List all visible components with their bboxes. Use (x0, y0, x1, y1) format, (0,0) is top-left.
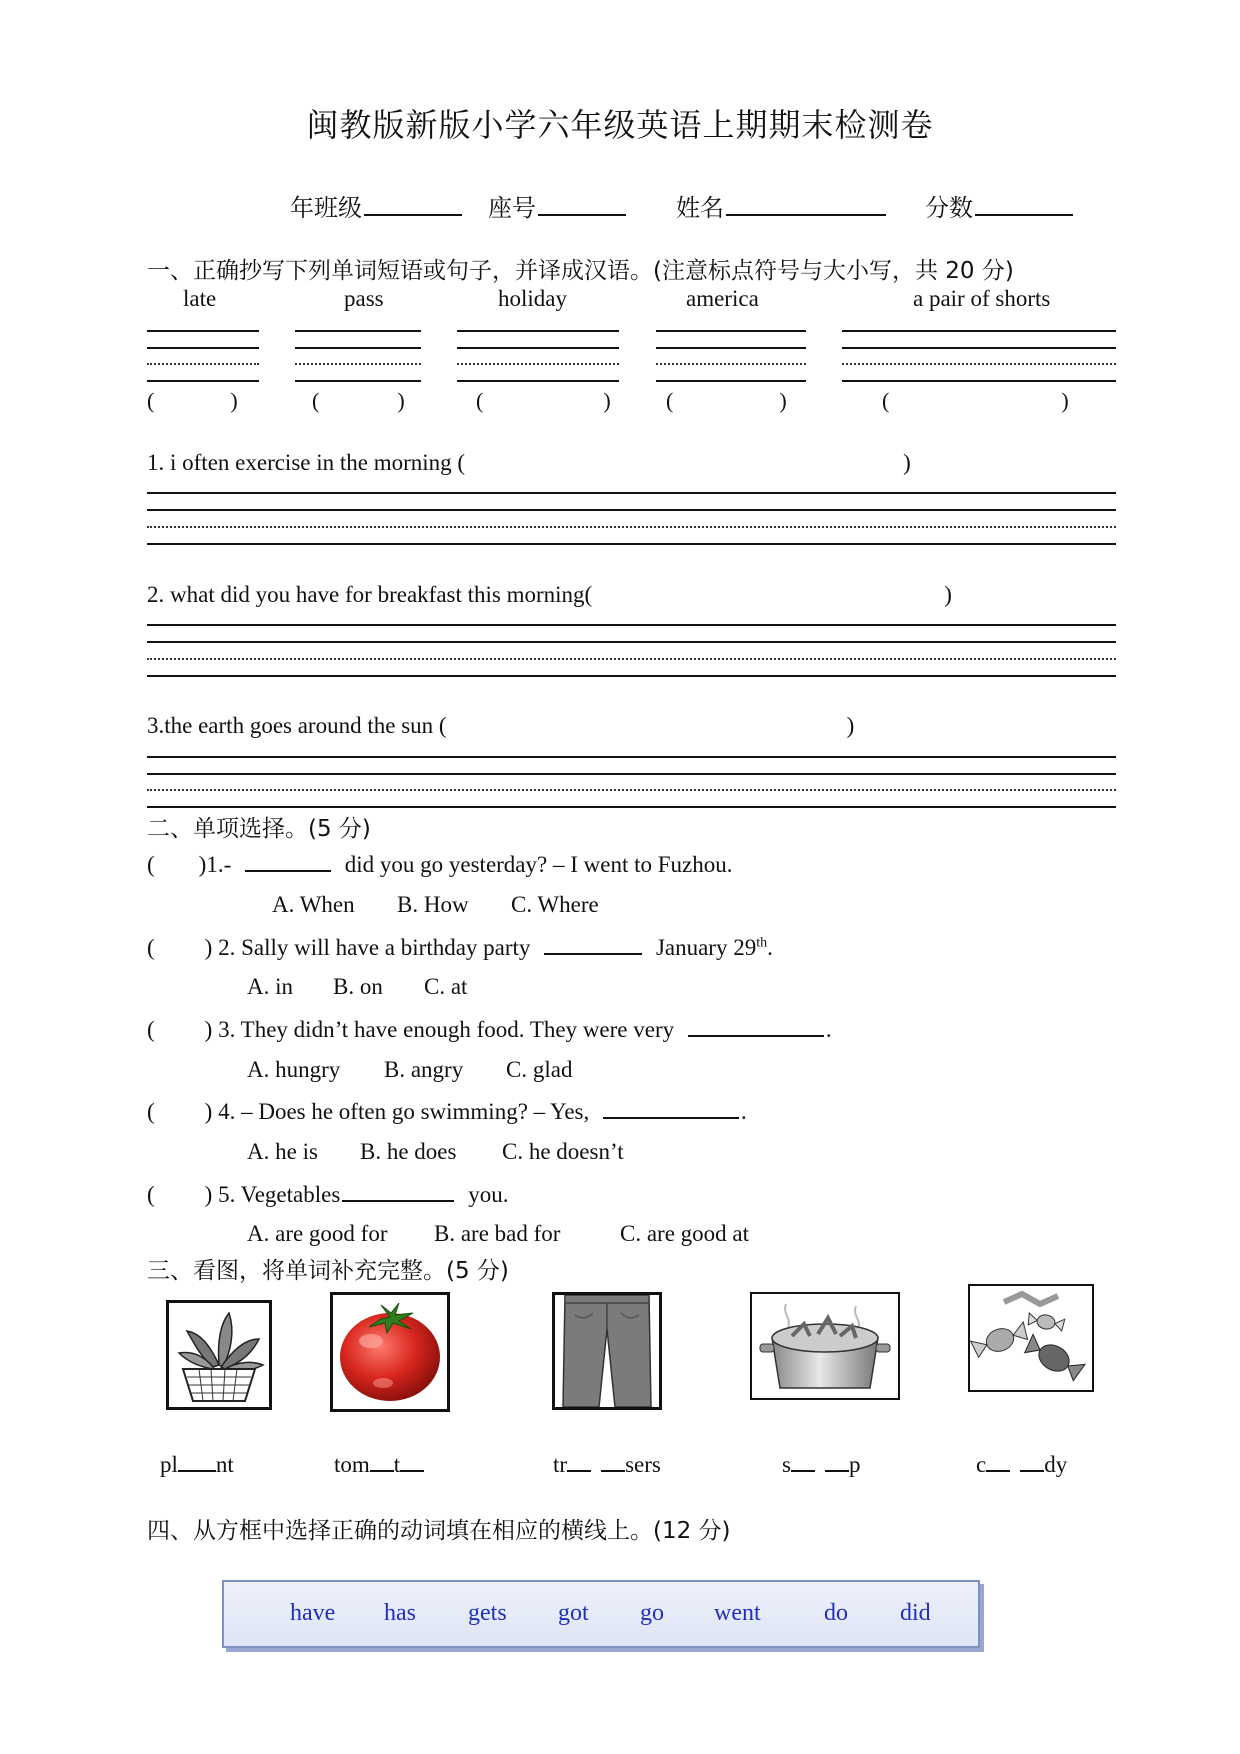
candy-icon (968, 1284, 1094, 1392)
page-title: 闽教版新版小学六年级英语上期期末检测卷 (306, 106, 934, 144)
complete-candy-blank[interactable] (1020, 1450, 1044, 1472)
question-5-option-c[interactable]: C. are good at (620, 1221, 750, 1246)
trousers-icon (552, 1292, 662, 1410)
verb-have: have (290, 1600, 336, 1626)
complete-trousers (553, 1450, 661, 1478)
word-pass: pass (344, 286, 384, 311)
seat-label: 座号 (488, 194, 536, 222)
score-label: 分数 (925, 194, 973, 222)
translation-1[interactable]: ( ) (147, 388, 238, 413)
complete-candy-part: c (976, 1452, 987, 1477)
question-1-blank[interactable] (245, 850, 331, 872)
word-america: america (686, 286, 759, 311)
complete-soup (782, 1450, 860, 1478)
complete-soup-blank[interactable] (825, 1450, 849, 1472)
sentence-3: 3.the earth goes around the sun ( ) (147, 713, 855, 738)
question-4-option-b[interactable]: B. he does (360, 1139, 457, 1164)
verb-did: did (900, 1600, 931, 1626)
question-2-rest: January 29 (655, 935, 757, 960)
verb-go: go (640, 1600, 664, 1626)
complete-plant-part: pl (160, 1452, 178, 1477)
name-label: 姓名 (676, 194, 724, 222)
complete-trousers-part: tr (553, 1452, 568, 1477)
translation-5[interactable]: ( ) (882, 388, 1069, 413)
class-label: 年班级 (290, 194, 362, 222)
question-3-stem: ) 3. They didn’t have enough food. They were very (204, 1017, 675, 1042)
question-2 (147, 933, 773, 961)
complete-candy-part: dy (1044, 1452, 1068, 1477)
question-3 (147, 1015, 832, 1043)
answer-paren-3[interactable]: ( (147, 1017, 155, 1042)
question-1-option-b[interactable]: B. How (397, 892, 469, 917)
word-late: late (183, 286, 217, 311)
name-field[interactable] (676, 188, 886, 223)
section2-heading: 二、单项选择。(5 分) (147, 816, 371, 842)
complete-tomato-part: tom (334, 1452, 370, 1477)
complete-soup-part: s (782, 1452, 791, 1477)
question-1-option-a[interactable]: A. When (272, 892, 355, 917)
plant-icon (166, 1300, 272, 1410)
answer-paren-4[interactable]: ( (147, 1099, 155, 1124)
complete-plant (160, 1450, 234, 1478)
tomato-icon (330, 1292, 450, 1412)
verb-do: do (824, 1600, 848, 1626)
complete-candy (976, 1450, 1067, 1478)
question-2-option-c[interactable]: C. at (424, 974, 468, 999)
question-3-option-c[interactable]: C. glad (506, 1057, 573, 1082)
seat-field[interactable] (488, 188, 626, 223)
word-pair-of-shorts: a pair of shorts (913, 286, 1051, 311)
question-4-stem: ) 4. – Does he often go swimming? – Yes, (204, 1099, 590, 1124)
complete-trousers-part: sers (625, 1452, 661, 1477)
verb-has: has (384, 1600, 416, 1626)
question-2-stem: ) 2. Sally will have a birthday party (204, 935, 531, 960)
section3-heading: 三、看图，将单词补充完整。(5 分) (147, 1258, 509, 1284)
score-blank[interactable] (975, 192, 1073, 216)
question-5-blank[interactable] (342, 1180, 454, 1202)
answer-paren-1[interactable]: ( (147, 852, 155, 877)
question-2-option-b[interactable]: B. on (333, 974, 383, 999)
soup-icon (750, 1292, 900, 1400)
translation-4[interactable]: ( ) (666, 388, 787, 413)
question-3-option-b[interactable]: B. angry (384, 1057, 464, 1082)
answer-paren-5[interactable]: ( (147, 1182, 155, 1207)
question-1 (147, 850, 732, 878)
verb-went: went (714, 1600, 761, 1626)
sentence-2: 2. what did you have for breakfast this morning( ) (147, 582, 952, 607)
question-4-option-a[interactable]: A. he is (247, 1139, 318, 1164)
answer-paren-2[interactable]: ( (147, 935, 155, 960)
question-2-blank[interactable] (544, 933, 642, 955)
question-1-stem: )1.- (198, 852, 232, 877)
verb-gets: gets (468, 1600, 507, 1626)
complete-plant-part: nt (215, 1452, 234, 1477)
seat-blank[interactable] (538, 192, 626, 216)
complete-trousers-blank[interactable] (601, 1450, 625, 1472)
sentence-2-text: 2. what did you have for breakfast this morning( (147, 582, 593, 607)
sentence-1: 1. i often exercise in the morning ( ) (147, 450, 911, 475)
translation-3[interactable]: ( ) (476, 388, 611, 413)
question-1-rest: did you go yesterday? – I went to Fuzhou. (344, 852, 733, 877)
section4-heading: 四、从方框中选择正确的动词填在相应的横线上。(12 分) (147, 1518, 731, 1544)
complete-tomato-part: t (393, 1452, 401, 1477)
question-5 (147, 1180, 509, 1208)
sentence-3-text: 3.the earth goes around the sun ( (147, 713, 447, 738)
question-4-rest: . (741, 1099, 747, 1124)
complete-plant-blank[interactable] (178, 1450, 216, 1472)
word-holiday: holiday (498, 286, 567, 311)
question-5-option-a[interactable]: A. are good for (247, 1221, 388, 1246)
section1-heading: 一、正确抄写下列单词短语或句子，并译成汉语。(注意标点符号与大小写，共 20 分) (147, 258, 1014, 284)
question-5-stem: ) 5. Vegetables (204, 1182, 341, 1207)
sentence-1-text: 1. i often exercise in the morning ( (147, 450, 466, 475)
question-3-blank[interactable] (688, 1015, 824, 1037)
class-field[interactable] (290, 188, 462, 223)
complete-tomato (334, 1450, 424, 1478)
name-blank[interactable] (726, 192, 886, 216)
complete-tomato-blank[interactable] (400, 1450, 424, 1472)
question-3-option-a[interactable]: A. hungry (247, 1057, 341, 1082)
question-1-option-c[interactable]: C. Where (511, 892, 599, 917)
question-5-rest: you. (468, 1182, 509, 1207)
translation-2[interactable]: ( ) (312, 388, 405, 413)
question-4 (147, 1097, 747, 1125)
complete-soup-blank[interactable] (791, 1450, 815, 1472)
question-2-option-a[interactable]: A. in (247, 974, 293, 999)
question-4-option-c[interactable]: C. he doesn’t (502, 1139, 624, 1164)
question-3-rest: . (825, 1017, 832, 1042)
score-field[interactable] (925, 188, 1073, 223)
question-5-option-b[interactable]: B. are bad for (434, 1221, 561, 1246)
verb-got: got (558, 1600, 589, 1626)
class-blank[interactable] (364, 192, 462, 216)
question-2-sup: th (756, 935, 768, 951)
complete-candy-blank[interactable] (986, 1450, 1010, 1472)
complete-tomato-blank[interactable] (370, 1450, 394, 1472)
complete-trousers-blank[interactable] (567, 1450, 591, 1472)
verb-box (222, 1580, 980, 1648)
complete-soup-part: p (848, 1452, 861, 1477)
question-4-blank[interactable] (603, 1097, 739, 1119)
question-2-tail: . (767, 935, 773, 960)
